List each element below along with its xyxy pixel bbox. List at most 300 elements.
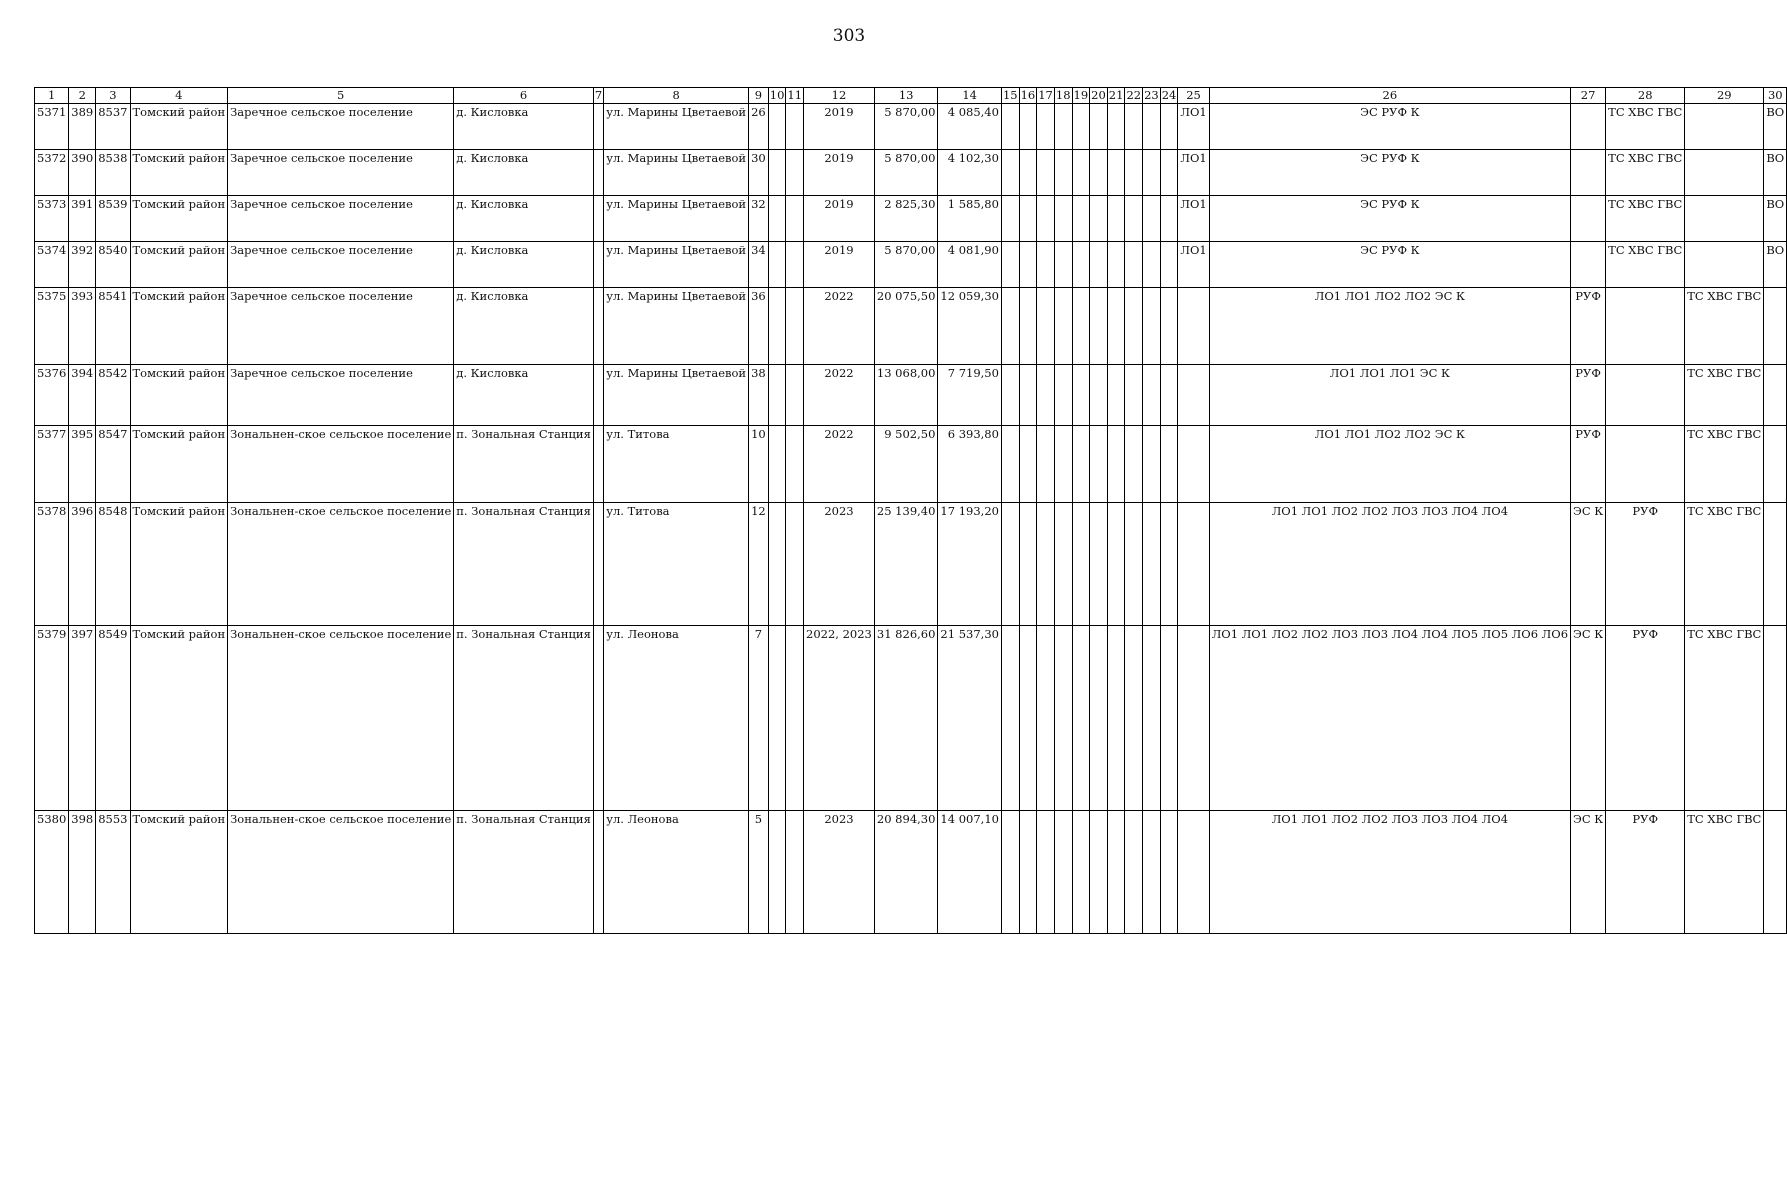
column-header-25: 25	[1178, 88, 1209, 104]
cell-col-9: 5	[749, 811, 769, 934]
cell-col-15	[1001, 626, 1019, 811]
column-header-24: 24	[1161, 88, 1177, 102]
cell-col-4: Томский район	[130, 150, 228, 196]
cell-col-15	[1001, 196, 1019, 242]
cell-col-19	[1072, 503, 1090, 626]
cell-col-23	[1143, 426, 1161, 503]
cell-col-21	[1107, 104, 1125, 150]
cell-col-22	[1125, 288, 1143, 365]
column-header-6: 6	[454, 88, 594, 104]
cell-col-14: 7 719,50	[938, 365, 1002, 426]
cell-col-24	[1160, 503, 1178, 626]
cell-col-5: Заречное сельское поселение	[228, 288, 454, 365]
cell-col-5: Заречное сельское поселение	[228, 365, 454, 426]
cell-col-23	[1143, 242, 1161, 288]
cell-col-30: ВО	[1764, 196, 1787, 242]
table-row	[35, 426, 1787, 503]
cell-col-19	[1072, 288, 1090, 365]
cell-col-23	[1143, 150, 1161, 196]
column-number-header	[35, 88, 1787, 104]
cell-col-4: Томский район	[130, 503, 228, 626]
column-header-22: 22	[1126, 88, 1142, 102]
cell-col-24	[1160, 196, 1178, 242]
cell-col-9: 34	[749, 242, 769, 288]
cell-col-13: 5 870,00	[874, 150, 938, 196]
cell-col-23	[1143, 811, 1161, 934]
cell-col-17	[1037, 242, 1055, 288]
cell-col-16	[1019, 196, 1037, 242]
cell-col-22	[1125, 503, 1143, 626]
cell-col-9: 38	[749, 365, 769, 426]
cell-col-16	[1019, 426, 1037, 503]
cell-col-22	[1125, 104, 1143, 150]
cell-col-6: д. Кисловка	[454, 150, 594, 196]
cell-col-5: Заречное сельское поселение	[228, 242, 454, 288]
cell-col-8: ул. Марины Цветаевой	[604, 365, 749, 426]
cell-col-13: 13 068,00	[874, 365, 938, 426]
column-header-7: 7	[594, 88, 603, 102]
cell-col-4: Томский район	[130, 626, 228, 811]
cell-col-24	[1160, 104, 1178, 150]
cell-col-21	[1107, 626, 1125, 811]
cell-col-22	[1125, 150, 1143, 196]
cell-col-15	[1001, 242, 1019, 288]
cell-col-2: 391	[69, 196, 96, 242]
cell-col-13: 9 502,50	[874, 426, 938, 503]
cell-col-29	[1685, 196, 1764, 242]
cell-col-4: Томский район	[130, 811, 228, 934]
column-header-17: 17	[1038, 88, 1053, 102]
cell-col-5: Зональнен-ское сельское поселение	[228, 503, 454, 626]
cell-col-15	[1001, 503, 1019, 626]
cell-col-18	[1054, 626, 1072, 811]
cell-col-11	[786, 503, 804, 626]
cell-col-12: 2023	[804, 811, 875, 934]
cell-col-10	[768, 242, 786, 288]
cell-col-19	[1072, 626, 1090, 811]
cell-col-17	[1037, 811, 1055, 934]
cell-col-12: 2023	[804, 503, 875, 626]
cell-col-4: Томский район	[130, 426, 228, 503]
cell-col-29	[1685, 242, 1764, 288]
cell-col-10	[768, 150, 786, 196]
cell-col-11	[786, 242, 804, 288]
cell-col-9: 7	[749, 626, 769, 811]
cell-col-2: 389	[69, 104, 96, 150]
page-number: 303	[832, 26, 866, 46]
cell-col-27: РУФ	[1571, 288, 1606, 365]
cell-col-28: ТС ХВС ГВС	[1606, 196, 1685, 242]
cell-col-25	[1178, 426, 1209, 503]
cell-col-18	[1054, 242, 1072, 288]
cell-col-21	[1107, 365, 1125, 426]
cell-col-7	[593, 242, 603, 288]
cell-col-9: 36	[749, 288, 769, 365]
cell-col-15	[1001, 104, 1019, 150]
cell-col-26: ЭС РУФ К	[1209, 104, 1570, 150]
cell-col-14: 6 393,80	[938, 426, 1002, 503]
cell-col-25	[1178, 503, 1209, 626]
cell-col-28	[1606, 365, 1685, 426]
cell-col-27: РУФ	[1571, 365, 1606, 426]
cell-col-29: ТС ХВС ГВС	[1685, 626, 1764, 811]
cell-col-15	[1001, 150, 1019, 196]
cell-col-25: ЛО1	[1178, 196, 1209, 242]
cell-col-12: 2019	[804, 242, 875, 288]
column-header-27: 27	[1571, 88, 1606, 104]
cell-col-6: п. Зональная Станция	[454, 811, 594, 934]
cell-col-4: Томский район	[130, 365, 228, 426]
cell-col-15	[1001, 365, 1019, 426]
cell-col-8: ул. Марины Цветаевой	[604, 150, 749, 196]
cell-col-28: ТС ХВС ГВС	[1606, 104, 1685, 150]
cell-col-22	[1125, 811, 1143, 934]
cell-col-2: 393	[69, 288, 96, 365]
cell-col-12: 2022	[804, 365, 875, 426]
cell-col-11	[786, 626, 804, 811]
cell-col-3: 8539	[96, 196, 130, 242]
cell-col-29: ТС ХВС ГВС	[1685, 288, 1764, 365]
cell-col-11	[786, 426, 804, 503]
cell-col-20	[1090, 426, 1108, 503]
cell-col-18	[1054, 150, 1072, 196]
cell-col-11	[786, 150, 804, 196]
cell-col-1: 5372	[35, 150, 69, 196]
cell-col-10	[768, 288, 786, 365]
cell-col-20	[1090, 811, 1108, 934]
cell-col-27	[1571, 242, 1606, 288]
table-row	[35, 288, 1787, 365]
cell-col-21	[1107, 811, 1125, 934]
cell-col-21	[1107, 426, 1125, 503]
cell-col-5: Зональнен-ское сельское поселение	[228, 626, 454, 811]
cell-col-18	[1054, 811, 1072, 934]
cell-col-7	[593, 503, 603, 626]
cell-col-1: 5379	[35, 626, 69, 811]
cell-col-7	[593, 426, 603, 503]
cell-col-11	[786, 196, 804, 242]
column-header-9: 9	[749, 88, 769, 104]
cell-col-27	[1571, 104, 1606, 150]
column-header-20: 20	[1091, 88, 1106, 102]
cell-col-1: 5376	[35, 365, 69, 426]
table-row	[35, 811, 1787, 934]
cell-col-12: 2022, 2023	[804, 626, 875, 811]
cell-col-6: д. Кисловка	[454, 104, 594, 150]
cell-col-17	[1037, 196, 1055, 242]
cell-col-24	[1160, 426, 1178, 503]
cell-col-15	[1001, 426, 1019, 503]
cell-col-19	[1072, 242, 1090, 288]
cell-col-28: РУФ	[1606, 503, 1685, 626]
column-header-16: 16	[1020, 88, 1036, 102]
cell-col-16	[1019, 365, 1037, 426]
column-header-2: 2	[69, 88, 96, 104]
cell-col-10	[768, 811, 786, 934]
cell-col-1: 5374	[35, 242, 69, 288]
cell-col-29: ТС ХВС ГВС	[1685, 365, 1764, 426]
column-header-11: 11	[787, 88, 803, 102]
cell-col-22	[1125, 196, 1143, 242]
cell-col-28: РУФ	[1606, 626, 1685, 811]
cell-col-6: д. Кисловка	[454, 365, 594, 426]
column-header-18: 18	[1055, 88, 1071, 102]
cell-col-11	[786, 288, 804, 365]
column-header-29: 29	[1685, 88, 1764, 104]
cell-col-18	[1054, 288, 1072, 365]
cell-col-26: ЛО1 ЛО1 ЛО2 ЛО2 ЛО3 ЛО3 ЛО4 ЛО4 ЛО5 ЛО5 ЛО6 ЛО6	[1209, 626, 1570, 811]
cell-col-14: 12 059,30	[938, 288, 1002, 365]
cell-col-19	[1072, 196, 1090, 242]
cell-col-6: д. Кисловка	[454, 288, 594, 365]
cell-col-7	[593, 365, 603, 426]
cell-col-7	[593, 104, 603, 150]
cell-col-12: 2019	[804, 196, 875, 242]
cell-col-8: ул. Марины Цветаевой	[604, 104, 749, 150]
cell-col-14: 4 081,90	[938, 242, 1002, 288]
cell-col-26: ЛО1 ЛО1 ЛО2 ЛО2 ЭС К	[1209, 288, 1570, 365]
cell-col-23	[1143, 196, 1161, 242]
cell-col-22	[1125, 626, 1143, 811]
cell-col-20	[1090, 503, 1108, 626]
column-header-14: 14	[938, 88, 1002, 104]
cell-col-7	[593, 626, 603, 811]
cell-col-15	[1001, 288, 1019, 365]
cell-col-21	[1107, 288, 1125, 365]
cell-col-18	[1054, 196, 1072, 242]
column-header-26: 26	[1209, 88, 1570, 104]
cell-col-3: 8542	[96, 365, 130, 426]
cell-col-7	[593, 150, 603, 196]
cell-col-20	[1090, 365, 1108, 426]
cell-col-9: 12	[749, 503, 769, 626]
cell-col-19	[1072, 811, 1090, 934]
cell-col-3: 8549	[96, 626, 130, 811]
cell-col-8: ул. Марины Цветаевой	[604, 196, 749, 242]
cell-col-25: ЛО1	[1178, 150, 1209, 196]
cell-col-16	[1019, 288, 1037, 365]
cell-col-17	[1037, 288, 1055, 365]
table-row	[35, 626, 1787, 811]
cell-col-23	[1143, 104, 1161, 150]
cell-col-4: Томский район	[130, 104, 228, 150]
cell-col-16	[1019, 104, 1037, 150]
cell-col-20	[1090, 626, 1108, 811]
cell-col-30	[1764, 365, 1787, 426]
cell-col-3: 8553	[96, 811, 130, 934]
table-row	[35, 150, 1787, 196]
cell-col-10	[768, 626, 786, 811]
cell-col-16	[1019, 626, 1037, 811]
cell-col-13: 5 870,00	[874, 104, 938, 150]
table-row	[35, 503, 1787, 626]
cell-col-3: 8541	[96, 288, 130, 365]
cell-col-24	[1160, 365, 1178, 426]
cell-col-25	[1178, 811, 1209, 934]
cell-col-6: п. Зональная Станция	[454, 503, 594, 626]
cell-col-28: ТС ХВС ГВС	[1606, 150, 1685, 196]
cell-col-30: ВО	[1764, 242, 1787, 288]
cell-col-1: 5380	[35, 811, 69, 934]
column-header-28: 28	[1606, 88, 1685, 104]
cell-col-16	[1019, 150, 1037, 196]
cell-col-5: Зональнен-ское сельское поселение	[228, 426, 454, 503]
cell-col-5: Зональнен-ское сельское поселение	[228, 811, 454, 934]
column-header-21: 21	[1108, 88, 1124, 102]
cell-col-26: ЛО1 ЛО1 ЛО2 ЛО2 ЛО3 ЛО3 ЛО4 ЛО4	[1209, 811, 1570, 934]
cell-col-28: ТС ХВС ГВС	[1606, 242, 1685, 288]
cell-col-24	[1160, 150, 1178, 196]
table-row	[35, 196, 1787, 242]
cell-col-8: ул. Марины Цветаевой	[604, 242, 749, 288]
column-header-15: 15	[1002, 88, 1018, 102]
cell-col-12: 2019	[804, 104, 875, 150]
cell-col-22	[1125, 426, 1143, 503]
table-row	[35, 104, 1787, 150]
cell-col-25	[1178, 288, 1209, 365]
cell-col-7	[593, 811, 603, 934]
cell-col-1: 5375	[35, 288, 69, 365]
cell-col-1: 5377	[35, 426, 69, 503]
cell-col-4: Томский район	[130, 196, 228, 242]
cell-col-26: ЛО1 ЛО1 ЛО2 ЛО2 ЛО3 ЛО3 ЛО4 ЛО4	[1209, 503, 1570, 626]
cell-col-17	[1037, 365, 1055, 426]
cell-col-11	[786, 365, 804, 426]
cell-col-24	[1160, 288, 1178, 365]
cell-col-19	[1072, 104, 1090, 150]
table-row	[35, 365, 1787, 426]
cell-col-18	[1054, 503, 1072, 626]
cell-col-19	[1072, 150, 1090, 196]
cell-col-16	[1019, 503, 1037, 626]
cell-col-14: 17 193,20	[938, 503, 1002, 626]
cell-col-9: 32	[749, 196, 769, 242]
cell-col-27: ЭС К	[1571, 811, 1606, 934]
cell-col-3: 8548	[96, 503, 130, 626]
cell-col-20	[1090, 150, 1108, 196]
cell-col-7	[593, 288, 603, 365]
cell-col-28	[1606, 426, 1685, 503]
cell-col-13: 25 139,40	[874, 503, 938, 626]
cell-col-24	[1160, 242, 1178, 288]
cell-col-3: 8538	[96, 150, 130, 196]
cell-col-25: ЛО1	[1178, 104, 1209, 150]
cell-col-19	[1072, 426, 1090, 503]
cell-col-26: ЛО1 ЛО1 ЛО1 ЭС К	[1209, 365, 1570, 426]
cell-col-17	[1037, 104, 1055, 150]
column-header-19: 19	[1073, 88, 1089, 102]
cell-col-26: ЭС РУФ К	[1209, 196, 1570, 242]
column-header-3: 3	[96, 88, 130, 104]
column-header-10: 10	[769, 88, 785, 102]
cell-col-2: 398	[69, 811, 96, 934]
cell-col-29: ТС ХВС ГВС	[1685, 503, 1764, 626]
cell-col-10	[768, 104, 786, 150]
cell-col-6: п. Зональная Станция	[454, 626, 594, 811]
cell-col-30	[1764, 288, 1787, 365]
cell-col-30	[1764, 503, 1787, 626]
cell-col-13: 5 870,00	[874, 242, 938, 288]
cell-col-5: Заречное сельское поселение	[228, 196, 454, 242]
cell-col-26: ЭС РУФ К	[1209, 242, 1570, 288]
cell-col-2: 396	[69, 503, 96, 626]
cell-col-25	[1178, 365, 1209, 426]
cell-col-19	[1072, 365, 1090, 426]
cell-col-23	[1143, 503, 1161, 626]
column-header-4: 4	[130, 88, 228, 104]
cell-col-21	[1107, 196, 1125, 242]
cell-col-21	[1107, 150, 1125, 196]
cell-col-26: ЛО1 ЛО1 ЛО2 ЛО2 ЭС К	[1209, 426, 1570, 503]
cell-col-21	[1107, 242, 1125, 288]
cell-col-27	[1571, 196, 1606, 242]
cell-col-2: 397	[69, 626, 96, 811]
cell-col-15	[1001, 811, 1019, 934]
cell-col-2: 392	[69, 242, 96, 288]
cell-col-20	[1090, 288, 1108, 365]
column-header-13: 13	[874, 88, 938, 104]
cell-col-17	[1037, 426, 1055, 503]
cell-col-28: РУФ	[1606, 811, 1685, 934]
cell-col-14: 4 102,30	[938, 150, 1002, 196]
cell-col-8: ул. Леонова	[604, 811, 749, 934]
cell-col-13: 20 075,50	[874, 288, 938, 365]
column-header-8: 8	[604, 88, 749, 104]
cell-col-18	[1054, 426, 1072, 503]
cell-col-21	[1107, 503, 1125, 626]
cell-col-1: 5373	[35, 196, 69, 242]
cell-col-1: 5371	[35, 104, 69, 150]
cell-col-6: д. Кисловка	[454, 242, 594, 288]
cell-col-30: ВО	[1764, 150, 1787, 196]
cell-col-13: 20 894,30	[874, 811, 938, 934]
cell-col-12: 2022	[804, 426, 875, 503]
cell-col-10	[768, 503, 786, 626]
cell-col-23	[1143, 626, 1161, 811]
cell-col-14: 1 585,80	[938, 196, 1002, 242]
cell-col-9: 26	[749, 104, 769, 150]
cell-col-10	[768, 426, 786, 503]
cell-col-8: ул. Титова	[604, 503, 749, 626]
column-header-12: 12	[804, 88, 875, 104]
column-header-1: 1	[35, 88, 69, 104]
cell-col-3: 8547	[96, 426, 130, 503]
cell-col-29	[1685, 104, 1764, 150]
cell-col-14: 4 085,40	[938, 104, 1002, 150]
cell-col-22	[1125, 242, 1143, 288]
cell-col-4: Томский район	[130, 288, 228, 365]
cell-col-24	[1160, 626, 1178, 811]
cell-col-22	[1125, 365, 1143, 426]
cell-col-17	[1037, 150, 1055, 196]
cell-col-11	[786, 811, 804, 934]
cell-col-5: Заречное сельское поселение	[228, 150, 454, 196]
cell-col-28	[1606, 288, 1685, 365]
cell-col-16	[1019, 811, 1037, 934]
cell-col-17	[1037, 626, 1055, 811]
cell-col-5: Заречное сельское поселение	[228, 104, 454, 150]
cell-col-27: РУФ	[1571, 426, 1606, 503]
cell-col-6: п. Зональная Станция	[454, 426, 594, 503]
cell-col-20	[1090, 242, 1108, 288]
cell-col-12: 2019	[804, 150, 875, 196]
cell-col-6: д. Кисловка	[454, 196, 594, 242]
cell-col-23	[1143, 288, 1161, 365]
cell-col-25	[1178, 626, 1209, 811]
cell-col-20	[1090, 104, 1108, 150]
column-header-23: 23	[1144, 88, 1159, 102]
cell-col-8: ул. Марины Цветаевой	[604, 288, 749, 365]
